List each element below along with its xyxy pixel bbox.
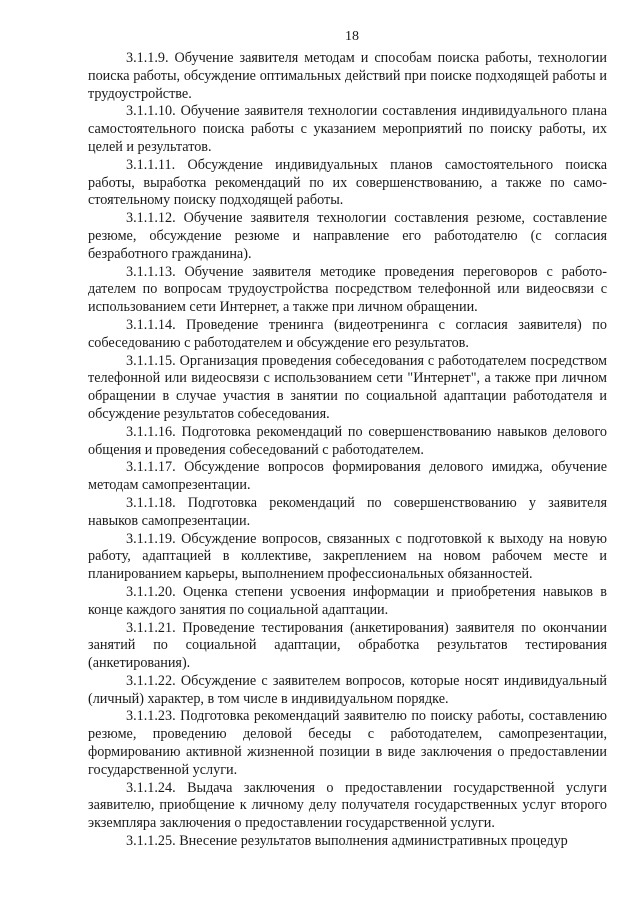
paragraph-3-1-1-10: 3.1.1.10. Обучение заявителя технологии составления индивидуального плана самостоятельного поиска работы с указанием мероприятий по поиску работы, их целей и результатов. — [88, 103, 607, 155]
paragraph-3-1-1-24: 3.1.1.24. Выдача заключения о предоставлении государственной услуги заявителю, приобщение к личному делу получателя государственных услуг второго экземпляра заключения о предоставлении государственной услуги. — [88, 779, 607, 832]
paragraph-3-1-1-19: 3.1.1.19. Обсуждение вопросов, связанных с подготовкой к выходу на новую работу, адаптацией в коллективе, закреплением на новом рабочем месте и планированием карьеры, выполнением профессиональных обязанностей. — [88, 530, 607, 583]
paragraph-3-1-1-18: 3.1.1.18. Подготовка рекомендаций по совершенствованию у заявителя навыков самопрезентации. — [88, 494, 607, 529]
document-body — [88, 50, 607, 851]
paragraph-3-1-1-12: 3.1.1.12. Обучение заявителя технологии составления резюме, составление резюме, обсуждение резюме и направление его работодателю (с согласия безработного гражданина). — [88, 210, 607, 262]
paragraph-3-1-1-25: 3.1.1.25. Внесение результатов выполнения административных процедур — [126, 833, 568, 850]
paragraph-3-1-1-20: 3.1.1.20. Оценка степени усвоения информации и приобретения навыков в конце каждого занятия по социальной адаптации. — [88, 583, 607, 618]
paragraph-3-1-1-14: 3.1.1.14. Проведение тренинга (видеотренинга с согласия заявителя) по собеседованию с работодателем и обсуждение его результатов. — [88, 316, 607, 351]
paragraph-3-1-1-11: 3.1.1.11. Обсуждение индивидуальных планов самостоятельного поиска работы, выработка рекомендаций по их совершенствованию, а также по самостоятельному поиску подходящей работы. — [88, 156, 607, 209]
paragraph-3-1-1-23: 3.1.1.23. Подготовка рекомендаций заявителю по поиску работы, составлению резюме, проведению деловой беседы с работодателем, самопрезентации, формированию активной жизненной позиции в виде заключения о предоставлении государственной услуги. — [88, 708, 607, 778]
page-number: 18 — [345, 29, 359, 44]
paragraph-3-1-1-13: 3.1.1.13. Обучение заявителя методике проведения переговоров с работодателем по вопросам трудоустройства посредством телефонной или видеосвязи с использованием сети Интернет, а также при личном обращении. — [88, 263, 607, 316]
paragraph-3-1-1-9: 3.1.1.9. Обучение заявителя методам и способам поиска работы, технологии поиска работы, обсуждение оптимальных действий при поиске подходящей работы и трудоустройстве. — [88, 50, 607, 102]
paragraph-3-1-1-21: 3.1.1.21. Проведение тестирования (анкетирования) заявителя по окончании занятий по социальной адаптации, обработка результатов тестирования (анкетирования). — [88, 619, 607, 672]
paragraph-3-1-1-15: 3.1.1.15. Организация проведения собеседования с работодателем посредством телефонной или видеосвязи с использованием сети "Интернет", а также при личном обращении в случае участия в занятии по социальной адаптации работодателя и обсуждение результатов собеседования. — [88, 352, 607, 422]
paragraph-3-1-1-16: 3.1.1.16. Подготовка рекомендаций по совершенствованию навыков делового общения и проведения собеседований с работодателем. — [88, 423, 607, 458]
paragraph-3-1-1-17: 3.1.1.17. Обсуждение вопросов формирования делового имиджа, обучение методам самопрезентации. — [88, 459, 607, 494]
paragraph-3-1-1-22: 3.1.1.22. Обсуждение с заявителем вопросов, которые носят индивидуальный (личный) характер, в том числе в индивидуальном порядке. — [88, 672, 607, 707]
